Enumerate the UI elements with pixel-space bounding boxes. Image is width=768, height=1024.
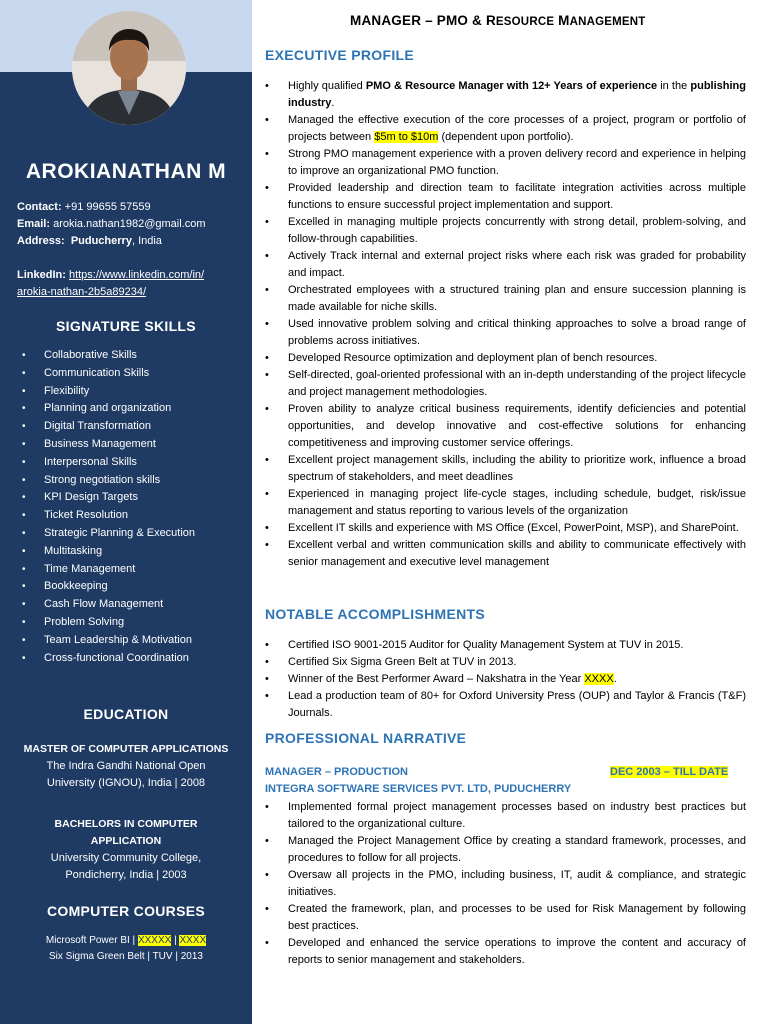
skill-item: • Cash Flow Management [22,596,195,614]
list-item: • Managed the effective execution of the core processes of a project, program or portfolio of projects between $5m to $10m (dependent upon portfolio). [262,112,746,146]
linkedin-link[interactable]: https://www.linkedin.com/in/ [68,269,205,281]
skill-item: • Planning and organization [22,400,195,418]
skill-item: • Flexibility [22,383,195,401]
list-item: • Excellent project management skills, including the ability to prioritize work, influence a broad spectrum of stakeholders, and meet deadlines [262,452,746,486]
list-item: • Excelled in managing multiple projects concurrently with strong detail, problem-solving, and follow-through capabilities. [262,214,746,248]
sidebar [0,0,252,1024]
candidate-name: AROKIANATHAN M [25,160,227,183]
list-item: • Orchestrated employees with a structured training plan and ensure succession planning is made available for niche skills. [262,282,746,316]
executive-profile-heading: EXECUTIVE PROFILE [265,47,415,63]
accomplishments-list [262,637,746,722]
education-entry [0,741,252,792]
skill-item: • Collaborative Skills [22,347,195,365]
list-item: • Managed the Project Management Office by creating a standard framework, processes, and procedures to follow for all projects. [262,833,746,867]
highlight-placeholder: XXXX [179,935,207,946]
highlight-text: $5m to $10m [374,131,439,143]
contact-linkedin: LinkedIn: https://www.linkedin.com/in/ [17,269,205,281]
job-responsibilities-list [262,799,746,969]
skill-item: • KPI Design Targets [22,489,195,507]
job-company: INTEGRA SOFTWARE SERVICES PVT. LTD, PUDUCHERRY [265,783,572,795]
linkedin-link-cont[interactable]: arokia-nathan-2b5a89234/ [17,286,147,298]
document-title: MANAGER – PMO & RESOURCE MANAGEMENT [350,13,646,28]
list-item: • Oversaw all projects in the PMO, including business, IT, audit & compliance, and strategic initiatives. [262,867,746,901]
skill-item: • Strategic Planning & Execution [22,525,195,543]
executive-profile-list [262,78,746,571]
list-item: • Winner of the Best Performer Award – Nakshatra in the Year XXXX. [262,671,746,688]
skill-item: • Bookkeeping [22,578,195,596]
skill-item: • Problem Solving [22,614,195,632]
highlight-placeholder: XXXX [584,673,614,685]
skill-item: • Interpersonal Skills [22,454,195,472]
contact-address: Address: Puducherry, India [17,235,162,247]
course-item: Six Sigma Green Belt | TUV | 2013 [49,951,203,962]
education-entry [0,816,252,884]
list-item: • Created the framework, plan, and processes to be used for Risk Management by following best practices. [262,901,746,935]
list-item: • Certified ISO 9001-2015 Auditor for Quality Management System at TUV in 2015. [262,637,746,654]
skill-item: • Strong negotiation skills [22,472,195,490]
institution: The Indra Gandhi National Open [46,760,206,772]
accomplishments-heading: NOTABLE ACCOMPLISHMENTS [265,606,486,622]
contact-email[interactable]: Email: arokia.nathan1982@gmail.com [17,218,206,230]
profile-photo [72,11,186,125]
course-item: Microsoft Power BI | XXXXX | XXXX [45,935,207,946]
courses-list [0,933,252,965]
list-item: • Actively Track internal and external project risks where each risk was graded for probability and impact. [262,248,746,282]
list-item: • Lead a production team of 80+ for Oxford University Press (OUP) and Taylor & Francis (T&F) Journals. [262,688,746,722]
narrative-heading: PROFESSIONAL NARRATIVE [265,730,467,746]
list-item: • Provided leadership and direction team to facilitate integration activities across multiple functions to ensure successful project implementation and support. [262,180,746,214]
highlight-placeholder: XXXXX [137,935,172,946]
skills-list [22,347,195,667]
degree-title: MASTER OF COMPUTER APPLICATIONS [23,743,229,755]
list-item: • Proven ability to analyze critical business requirements, identify deficiencies and potential opportunities, and develop innovative and cost-effective solutions for enhancing competitiveness and improving customer service offerings. [262,401,746,452]
list-item: • Used innovative problem solving and critical thinking approaches to solve a broad range of problems across initiatives. [262,316,746,350]
skill-item: • Team Leadership & Motivation [22,632,195,650]
list-item: • Excellent IT skills and experience with MS Office (Excel, PowerPoint, MSP), and SharePoint. [262,520,746,537]
skill-item: • Time Management [22,561,195,579]
institution: University Community College, [50,852,202,864]
degree-title-cont: APPLICATION [90,835,162,847]
list-item: • Developed and enhanced the service operations to improve the content and accuracy of reports to senior management and stakeholders. [262,935,746,969]
contact-block [17,199,249,301]
list-item: • Highly qualified PMO & Resource Manager with 12+ Years of experience in the publishing industry. [262,78,746,112]
list-item: • Developed Resource optimization and deployment plan of bench resources. [262,350,746,367]
job-dates: DEC 2003 – TILL DATE [610,766,729,778]
skill-item: • Multitasking [22,543,195,561]
skill-item: • Digital Transformation [22,418,195,436]
skill-item: • Cross-functional Coordination [22,650,195,668]
job-title: MANAGER – PRODUCTION [265,766,409,778]
list-item: • Strong PMO management experience with a proven delivery record and experience in helping to improve an organizational PMO function. [262,146,746,180]
skill-item: • Business Management [22,436,195,454]
skill-item: • Ticket Resolution [22,507,195,525]
skills-title: SIGNATURE SKILLS [56,318,196,334]
institution-detail: Pondicherry, India | 2003 [65,869,187,881]
degree-title: BACHELORS IN COMPUTER [54,818,198,830]
contact-phone: Contact: +91 99655 57559 [17,201,151,213]
list-item: • Excellent verbal and written communication skills and ability to communicate effectively with senior management and executive level management [262,537,746,571]
courses-title: COMPUTER COURSES [46,903,206,919]
list-item: • Self-directed, goal-oriented professional with an in-depth understanding of the project lifecycle and project management methodologies. [262,367,746,401]
institution-detail: University (IGNOU), India | 2008 [46,777,206,789]
list-item: • Implemented formal project management processes based on industry best practices but tailored to the organizational culture. [262,799,746,833]
list-item: • Experienced in managing project life-cycle stages, including schedule, budget, risk/issue management and status reporting to various levels of the organization [262,486,746,520]
skill-item: • Communication Skills [22,365,195,383]
person-photo-icon [72,11,186,125]
list-item: • Certified Six Sigma Green Belt at TUV in 2013. [262,654,746,671]
education-title: EDUCATION [83,706,169,722]
